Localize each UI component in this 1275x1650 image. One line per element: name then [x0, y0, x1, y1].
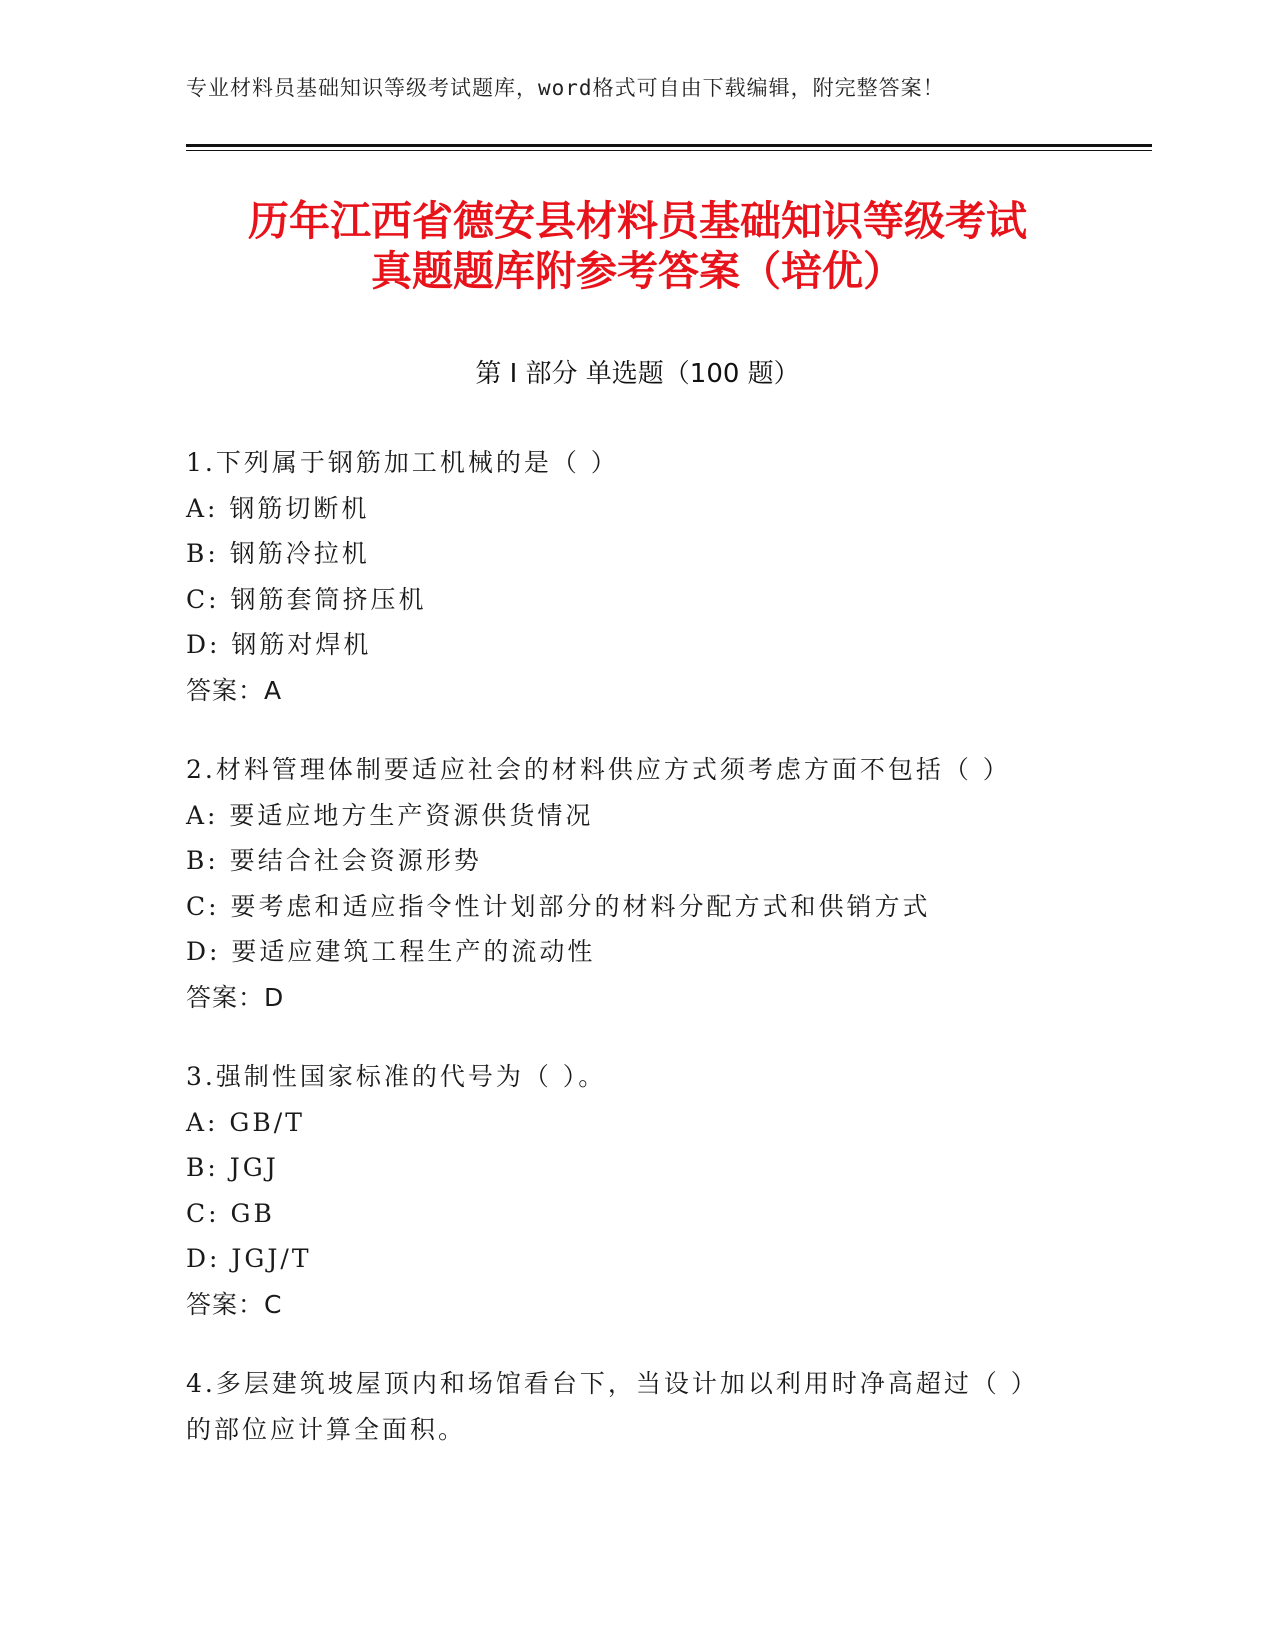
question-stem: 3.强制性国家标准的代号为（ ）。 — [186, 1062, 607, 1091]
question-1 — [186, 440, 1086, 713]
question-3 — [186, 1054, 1086, 1327]
option-b: B: JGJ — [186, 1153, 279, 1182]
option-b: B: 钢筋冷拉机 — [186, 539, 370, 568]
question-stem: 1.下列属于钢筋加工机械的是（ ） — [186, 448, 619, 477]
option-d: D: 钢筋对焊机 — [186, 630, 372, 659]
header-rule-thick — [186, 144, 1152, 147]
option-a: A: GB/T — [186, 1107, 305, 1137]
question-4 — [186, 1361, 1086, 1452]
option-a: A: 钢筋切断机 — [186, 493, 370, 523]
answer-label: 答案：C — [186, 1289, 283, 1319]
question-stem: 2.材料管理体制要适应社会的材料供应方式须考虑方面不包括（ ） — [186, 755, 1011, 784]
answer-label: 答案：D — [186, 982, 285, 1012]
question-list — [186, 440, 1086, 1486]
title-line-2: 真题题库附参考答案（培优） — [371, 247, 904, 295]
option-d: D: JGJ/T — [186, 1244, 312, 1273]
option-d: D: 要适应建筑工程生产的流动性 — [186, 937, 596, 966]
document-title — [150, 196, 1125, 296]
option-a: A: 要适应地方生产资源供货情况 — [186, 800, 594, 830]
question-stem-line-1: 4.多层建筑坡屋顶内和场馆看台下，当设计加以利用时净高超过（ ） — [186, 1369, 1039, 1398]
option-c: C: 要考虑和适应指令性计划部分的材料分配方式和供销方式 — [186, 891, 931, 921]
question-stem-line-2: 的部位应计算全面积。 — [186, 1414, 467, 1444]
title-line-1: 历年江西省德安县材料员基础知识等级考试 — [248, 197, 1027, 245]
section-heading: 第 I 部分 单选题（100 题） — [475, 359, 800, 389]
option-c: C: GB — [186, 1198, 275, 1228]
answer-label: 答案：A — [186, 675, 283, 705]
option-c: C: 钢筋套筒挤压机 — [186, 584, 427, 614]
question-2 — [186, 747, 1086, 1020]
page-header: 专业材料员基础知识等级考试题库，word格式可自由下载编辑，附完整答案！ — [186, 76, 945, 100]
option-b: B: 要结合社会资源形势 — [186, 846, 482, 875]
header-rule-thin — [186, 150, 1152, 151]
